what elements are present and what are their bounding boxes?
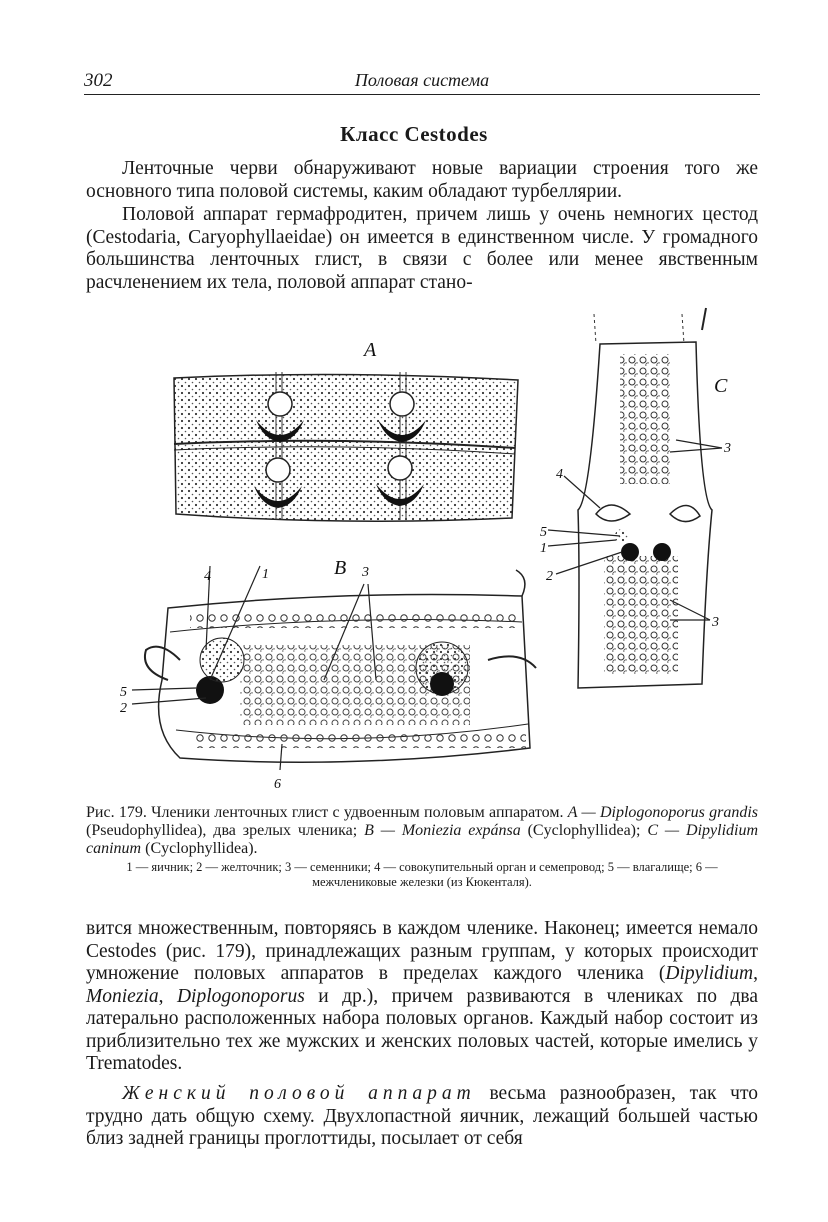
p3-sep-1: , xyxy=(753,963,758,984)
p3-genus-diplogonoporus: Diplogonoporus xyxy=(176,985,305,1007)
figure-label-a: A xyxy=(364,339,377,361)
p3-text-a: вится множественным, повторяясь в каждом членике. Наконец; имеется немало Cestodes (рис. 179), принадлежащих разным группам, у которых происходит умножение половых аппаратов в пределах каждого членика ( xyxy=(86,918,758,984)
page-header xyxy=(84,68,760,95)
figure-b-moniezia xyxy=(120,557,536,792)
figure-c-number-3-top: 3 xyxy=(724,441,731,456)
figure-legend: 1 — яичник; 2 — желточник; 3 — семенники; 4 — совокупительный орган и семепровод; 5 — влагалище; 6 — межчлениковые железки (из Кюкенталя). xyxy=(126,860,718,889)
caption-species-a: A — Diplogonoporus grandis xyxy=(567,804,758,821)
figure-c-number-1: 1 xyxy=(540,541,547,556)
figure-c-number-2: 2 xyxy=(546,569,553,584)
figure-c-number-5: 5 xyxy=(540,525,547,540)
figure-label-c: C xyxy=(714,375,728,397)
section-title: Класс Cestodes xyxy=(340,122,488,146)
caption-text-a: (Pseudophyllidea), два зрелых членика; xyxy=(86,822,365,839)
paragraph-1: Ленточные черви обнаруживают новые вариации строения того же основного типа половой системы, каким обладают турбеллярии. xyxy=(86,158,758,202)
caption-text-b: (Cyclophyllidea); xyxy=(520,822,648,839)
figure-c-number-3-bottom: 3 xyxy=(712,615,719,630)
caption-text-c: (Cyclophyllidea). xyxy=(141,840,258,857)
figure-caption xyxy=(86,804,758,858)
p3-genus-dipylidium: Dipylidium xyxy=(665,963,754,984)
figure-b-number-1: 1 xyxy=(262,567,269,582)
p4-text: весьма разнообразен, так что трудно дать общую схему. Двухлопастной яичник, лежащий большей частью близ задней границы проглоттиды, посылает от себя xyxy=(86,1083,758,1149)
caption-lead: Рис. 179. Членики ленточных глист с удвоенным половым аппаратом. xyxy=(86,804,568,821)
p4-spaced-term: Женский половой аппарат xyxy=(122,1083,476,1104)
paragraph-3 xyxy=(86,918,758,1076)
figure-b-number-5: 5 xyxy=(120,685,127,700)
figure-a-diplogonoporus xyxy=(174,339,518,521)
p3-text-b: и др.), причем развиваются в члениках по два латерально расположенных набора половых органов. Каждый набор состоит из приблизительно тех же мужских и женских половых частей, которые имелись у Trematodes. xyxy=(86,985,758,1074)
figure-c-dipylidium xyxy=(540,308,731,688)
figure-179 xyxy=(110,300,750,800)
p3-genus-moniezia: Moniezia xyxy=(86,985,159,1007)
figure-c-number-4: 4 xyxy=(556,467,563,482)
figure-label-b: B xyxy=(334,557,347,579)
figure-b-number-3: 3 xyxy=(362,565,369,580)
running-title: Половая система xyxy=(354,70,490,90)
paragraph-2: Половой аппарат гермафродитен, причем лишь у очень немногих цестод (Cestodaria, Caryophyllaeidae) он имеется в единственном числе. У громадного большинства ленточных глист, в связи с более или менее явственным расчленением их тела, половой аппарат стано- xyxy=(86,204,758,293)
page-number: 302 xyxy=(84,70,113,91)
figure-b-number-2: 2 xyxy=(120,701,127,716)
paragraph-4 xyxy=(86,1083,758,1151)
caption-species-c: C — Dipylidium caninum xyxy=(86,822,759,857)
caption-species-b: B — Moniezia expánsa xyxy=(364,822,521,839)
figure-b-number-6: 6 xyxy=(274,777,281,792)
p3-sep-2: , xyxy=(158,985,177,1007)
figure-b-number-4: 4 xyxy=(204,569,211,584)
